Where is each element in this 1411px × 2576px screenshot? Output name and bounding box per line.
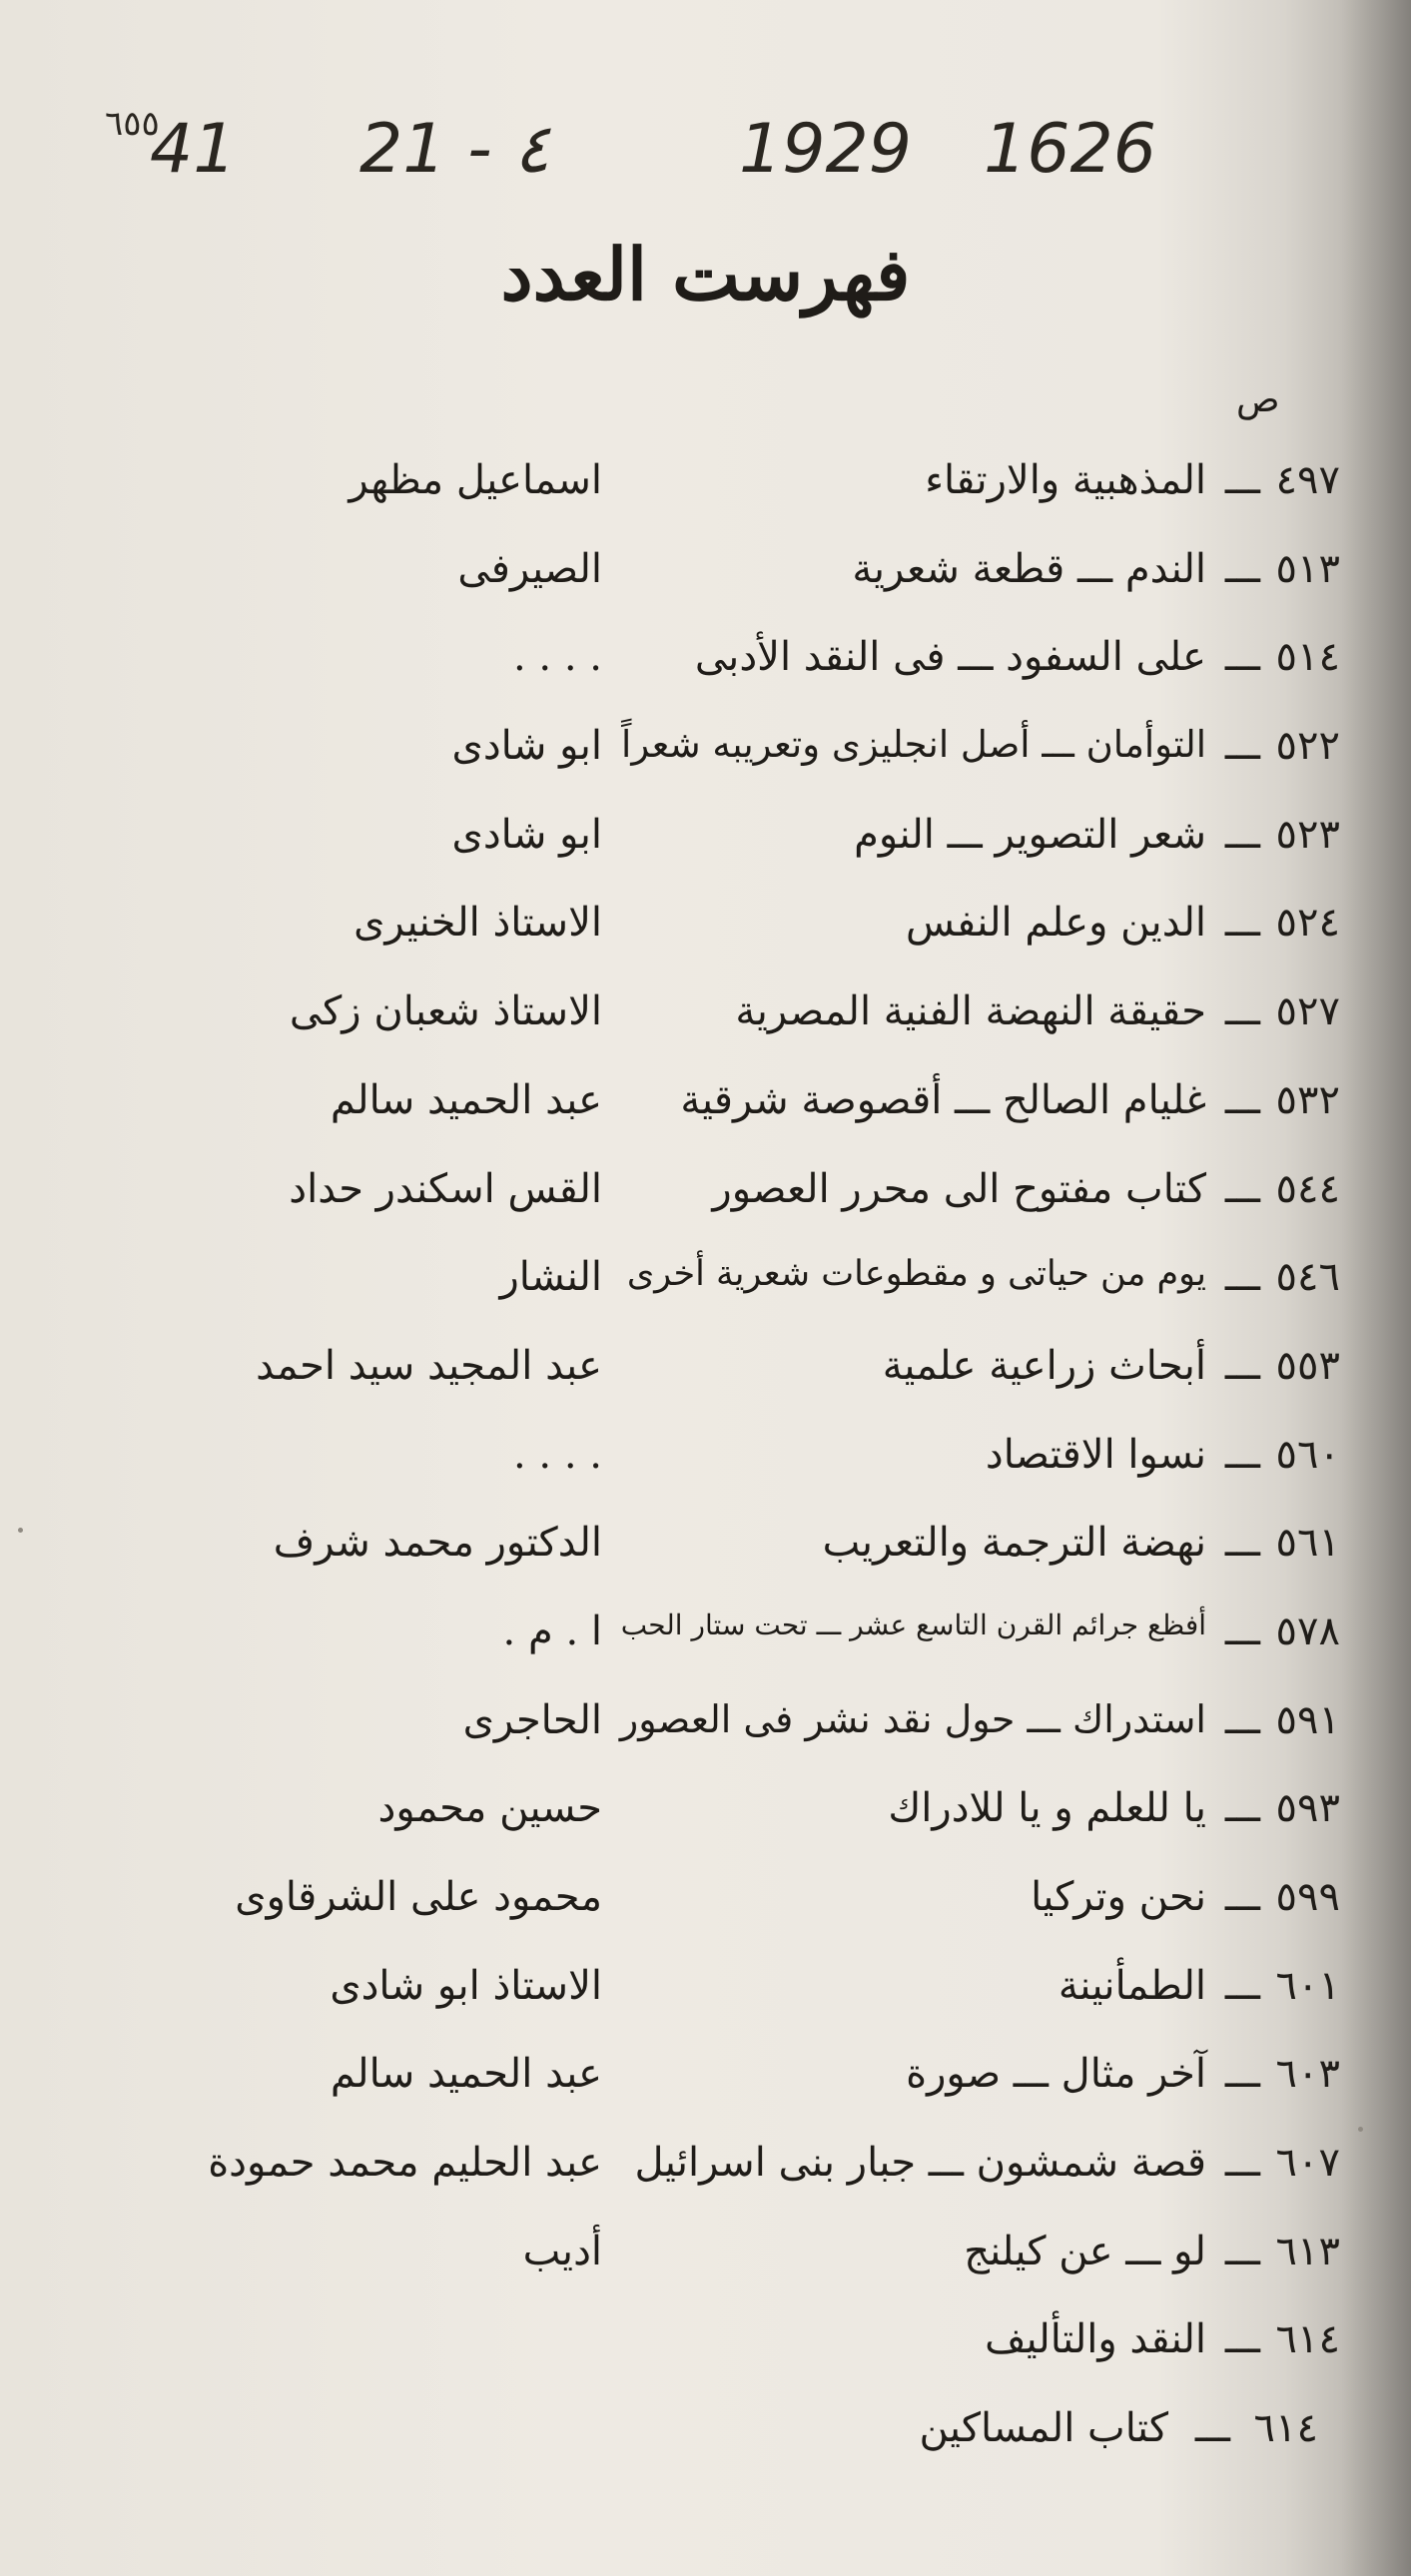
handwritten-header <box>105 104 1208 220</box>
toc-author: محمود على الشرقاوى <box>235 1874 602 1920</box>
toc-title: كتاب المساكين <box>919 2405 1168 2452</box>
toc-title: نحن وتركيا <box>1031 1874 1206 1920</box>
toc-page-number: ٦١٤ <box>1275 2316 1340 2363</box>
toc-title: نهضة الترجمة والتعريب <box>822 1520 1206 1567</box>
handwritten-year: 1929 <box>739 110 913 189</box>
toc-author: . . . . <box>512 1431 602 1478</box>
page-column-label: ص <box>1236 379 1280 420</box>
toc-page-number: ٦١٤ <box>1253 2405 1318 2452</box>
toc-author: عبد الحميد سالم <box>330 1076 602 1123</box>
toc-page-number: ٤٩٧ <box>1275 457 1340 503</box>
handwritten-number: 41 <box>150 110 237 189</box>
toc-author: عبد الحميد سالم <box>330 2051 602 2098</box>
toc-entry <box>130 618 1358 707</box>
toc-title: قصة شمشون ـــ جبار بنى اسرائيل <box>634 2140 1206 2187</box>
toc-dash: ـــ <box>1224 988 1260 1035</box>
toc-dash: ـــ <box>1224 811 1260 858</box>
toc-entry <box>130 2213 1358 2301</box>
toc-dash: ـــ <box>1224 2228 1260 2274</box>
toc-page-number: ٥٢٣ <box>1275 811 1340 858</box>
toc-dash: ـــ <box>1224 634 1260 681</box>
toc-author: الحاجرى <box>462 1696 602 1743</box>
toc-author: . . . . <box>512 634 602 681</box>
toc-title: الدين وعلم النفس <box>906 900 1206 947</box>
handwritten-date: 21 - ٤ <box>359 110 550 189</box>
toc-title: لو ـــ عن كيلنج <box>964 2228 1206 2274</box>
toc-dash: ـــ <box>1194 2405 1230 2452</box>
toc-dash: ـــ <box>1224 2140 1260 2187</box>
toc-page-number: ٥١٣ <box>1275 545 1340 592</box>
toc-title: يا للعلم و يا للادراك <box>888 1785 1206 1832</box>
toc-author: الصيرفى <box>457 545 602 592</box>
toc-dash: ـــ <box>1224 545 1260 592</box>
paper-speck <box>18 1528 23 1533</box>
toc-title: الطمأنينة <box>1058 1962 1206 2009</box>
toc-entry <box>130 530 1358 619</box>
toc-author: القس اسكندر حداد <box>289 1165 602 1212</box>
toc-dash: ـــ <box>1224 1076 1260 1123</box>
toc-entry <box>130 796 1358 885</box>
toc-title: حقيقة النهضة الفنية المصرية <box>735 988 1206 1035</box>
toc-entry <box>130 1504 1358 1593</box>
toc-dash: ـــ <box>1224 2051 1260 2098</box>
toc-entry <box>130 884 1358 972</box>
toc-dash: ـــ <box>1224 1342 1260 1389</box>
toc-entry <box>130 1238 1358 1327</box>
toc-title: المذهبية والارتقاء <box>925 457 1206 503</box>
toc-author: ابو شادى <box>451 811 602 858</box>
toc-title: آخر مثال ـــ صورة <box>906 2051 1206 2098</box>
toc-entry <box>130 2124 1358 2213</box>
toc-page-number: ٥١٤ <box>1275 634 1340 681</box>
toc-dash: ـــ <box>1224 2316 1260 2363</box>
handwritten-code: 1626 <box>984 110 1157 189</box>
toc-page-number: ٦١٣ <box>1275 2228 1340 2274</box>
toc-author: الاستاذ شعبان زكى <box>289 988 602 1035</box>
toc-dash: ـــ <box>1224 1962 1260 2009</box>
toc-entry <box>130 1061 1358 1150</box>
toc-page-number: ٥٩٣ <box>1275 1785 1340 1832</box>
toc-title: يوم من حياتى و مقطوعات شعرية أخرى <box>626 1254 1206 1295</box>
page-title: فهرست العدد <box>500 232 911 317</box>
toc-entry <box>130 1769 1358 1858</box>
toc-author: عبد الحليم محمد حمودة <box>208 2140 602 2187</box>
toc-title: على السفود ـــ فى النقد الأدبى <box>694 634 1206 681</box>
toc-page-number: ٥٤٤ <box>1275 1165 1340 1212</box>
toc-title: أبحاث زراعية علمية <box>882 1342 1206 1389</box>
toc-page-number: ٥٦٠ <box>1275 1431 1340 1478</box>
toc-title: نسوا الاقتصاد <box>985 1431 1206 1478</box>
toc-dash: ـــ <box>1224 1520 1260 1567</box>
toc-entry <box>130 1150 1358 1239</box>
toc-author: الاستاذ ابو شادى <box>330 1962 602 2009</box>
toc-dash: ـــ <box>1224 1785 1260 1832</box>
toc-page-number: ٥٢٧ <box>1275 988 1340 1035</box>
toc-page-number: ٥٩١ <box>1275 1696 1340 1743</box>
toc-dash: ـــ <box>1224 1874 1260 1920</box>
toc-entry <box>130 1858 1358 1947</box>
toc-page-number: ٥٧٨ <box>1275 1608 1340 1654</box>
toc-page-number: ٥٣٢ <box>1275 1076 1340 1123</box>
toc-entry <box>130 1416 1358 1505</box>
toc-page-number: ٦٠٣ <box>1275 2051 1340 2098</box>
paper-speck <box>1358 2127 1363 2132</box>
toc-dash: ـــ <box>1224 1165 1260 1212</box>
toc-title: كتاب مفتوح الى محرر العصور <box>712 1165 1206 1212</box>
toc-page-number: ٥٤٦ <box>1275 1254 1340 1301</box>
toc-dash: ـــ <box>1224 1608 1260 1654</box>
toc-author: ابو شادى <box>451 723 602 770</box>
toc-author: النشار <box>499 1254 602 1301</box>
toc-author: الدكتور محمد شرف <box>273 1520 602 1567</box>
toc-entry <box>130 707 1358 796</box>
toc-entry <box>130 1593 1358 1681</box>
toc-entry <box>130 2389 1358 2478</box>
toc-page-number: ٦٠١ <box>1275 1962 1340 2009</box>
toc-author: أديب <box>522 2228 602 2274</box>
toc-entry <box>130 2300 1358 2389</box>
toc-entry <box>130 1681 1358 1770</box>
toc-page-number: ٥٢٤ <box>1275 900 1340 947</box>
toc-title: أفظع جرائم القرن التاسع عشر ـــ تحت ستار الحب <box>620 1608 1206 1641</box>
toc-page-number: ٥٩٩ <box>1275 1874 1340 1920</box>
handwritten-corner-number: ٦٥٥ <box>105 104 160 144</box>
toc-dash: ـــ <box>1224 457 1260 503</box>
toc-author: عبد المجيد سيد احمد <box>256 1342 602 1389</box>
toc-author: ا . م . <box>502 1608 602 1654</box>
toc-author: اسماعيل مظهر <box>349 457 602 503</box>
toc-entry <box>130 441 1358 530</box>
toc-entry <box>130 972 1358 1061</box>
toc-dash: ـــ <box>1224 900 1260 947</box>
toc-title: استدراك ـــ حول نقد نشر فى العصور <box>619 1696 1206 1741</box>
toc-title: الندم ـــ قطعة شعرية <box>852 545 1206 592</box>
toc-page-number: ٥٥٣ <box>1275 1342 1340 1389</box>
toc-dash: ـــ <box>1224 1254 1260 1301</box>
toc-page-number: ٥٢٢ <box>1275 723 1340 770</box>
toc-author: الاستاذ الخنيرى <box>353 900 602 947</box>
toc-title: التوأمان ـــ أصل انجليزى وتعريبه شعراً <box>621 723 1206 767</box>
table-of-contents <box>130 441 1358 2478</box>
toc-entry <box>130 1947 1358 2036</box>
toc-dash: ـــ <box>1224 723 1260 770</box>
toc-entry <box>130 2035 1358 2124</box>
toc-dash: ـــ <box>1224 1431 1260 1478</box>
toc-title: النقد والتأليف <box>985 2316 1206 2363</box>
toc-page-number: ٦٠٧ <box>1275 2140 1340 2187</box>
toc-entry <box>130 1327 1358 1416</box>
toc-title: شعر التصوير ـــ النوم <box>854 811 1206 858</box>
toc-dash: ـــ <box>1224 1696 1260 1743</box>
toc-page-number: ٥٦١ <box>1275 1520 1340 1567</box>
toc-title: غليام الصالح ـــ أقصوصة شرقية <box>680 1076 1206 1123</box>
toc-author: حسين محمود <box>377 1785 602 1832</box>
